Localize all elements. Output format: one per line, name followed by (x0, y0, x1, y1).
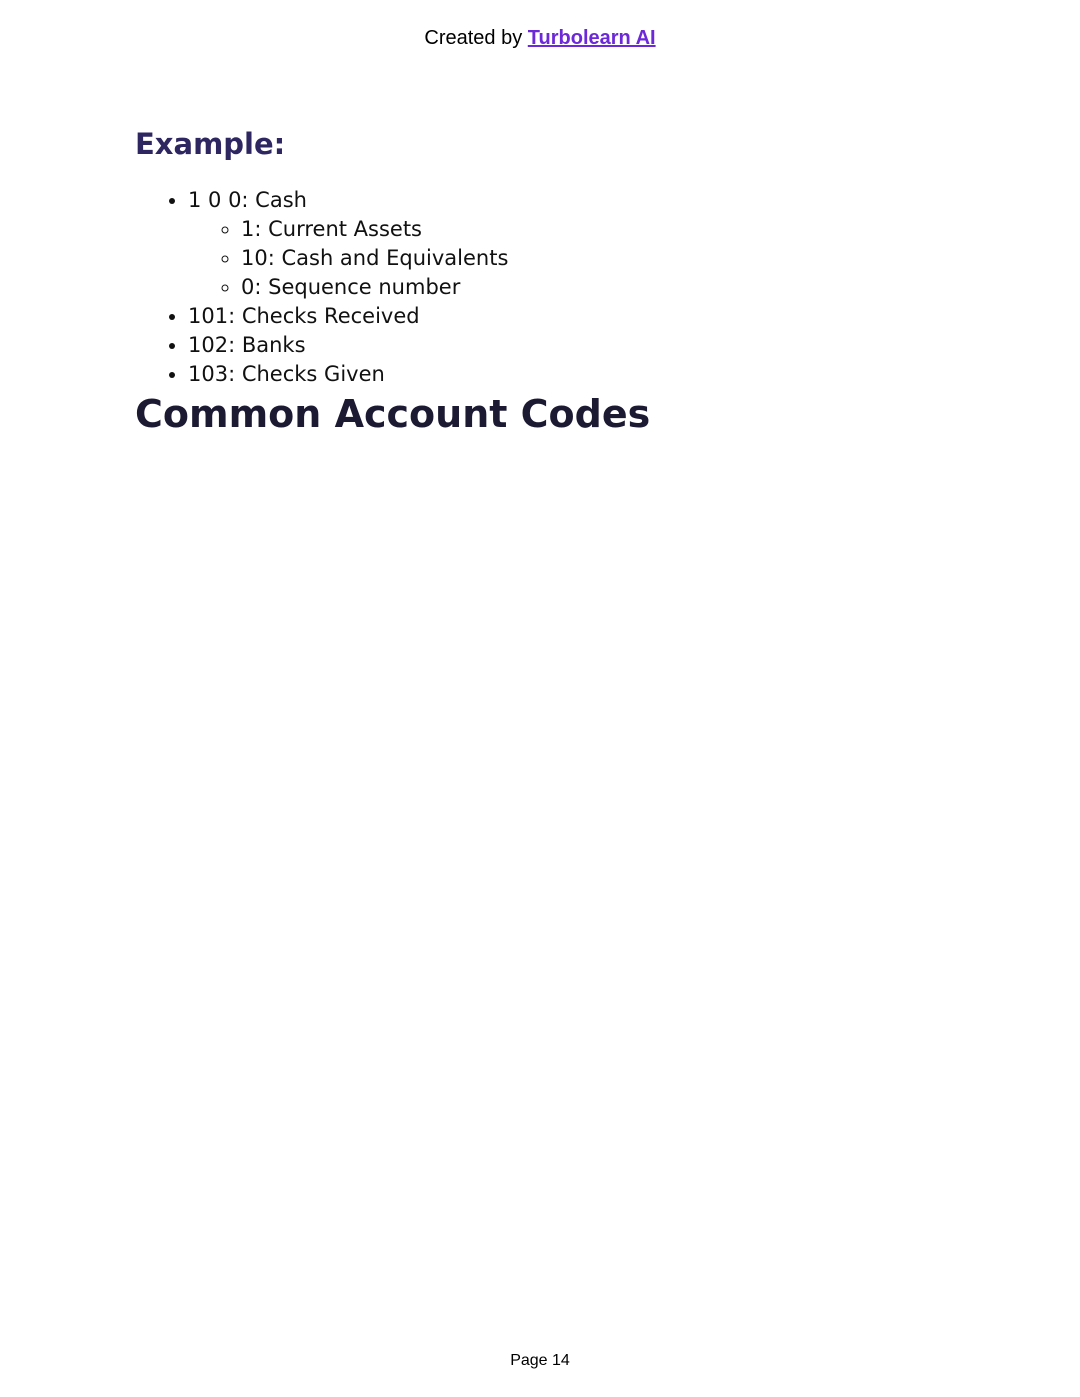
list-item-text: 1 0 0: Cash (188, 188, 307, 212)
sub-list-item: ◦ 10: Cash and Equivalents (241, 244, 945, 273)
list-item: • 101: Checks Received (188, 302, 945, 331)
page-number: Page 14 (510, 1352, 570, 1369)
sub-list-item: ◦ 1: Current Assets (241, 215, 945, 244)
page-content (135, 124, 945, 437)
example-heading: Example: (135, 127, 286, 161)
list-item: • 103: Checks Given (188, 360, 945, 389)
sub-list-item: ◦ 0: Sequence number (241, 273, 945, 302)
example-list (135, 186, 945, 389)
created-by-text: Created by (424, 27, 523, 49)
turbolearn-link[interactable]: Turbolearn AI (527, 27, 656, 49)
sub-list (188, 215, 945, 302)
page-header (0, 26, 1080, 50)
list-item (188, 186, 945, 302)
common-account-codes-heading: Common Account Codes (135, 392, 651, 436)
list-item: • 102: Banks (188, 331, 945, 360)
